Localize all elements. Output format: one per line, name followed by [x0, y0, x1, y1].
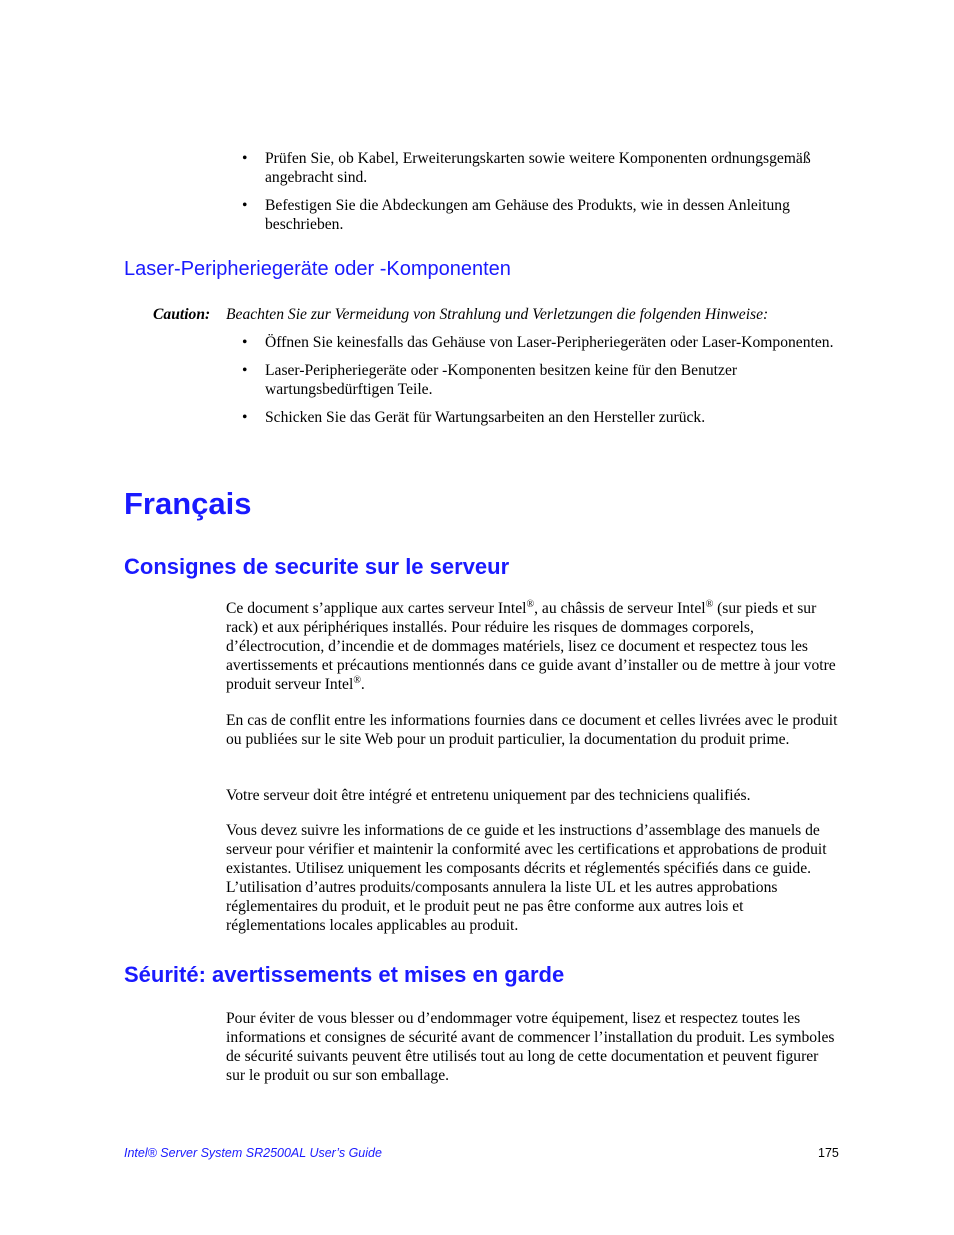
registered-mark: ®: [705, 598, 714, 610]
top-bullet-list: [240, 149, 840, 243]
text-segment: , au châssis de serveur Intel: [534, 600, 706, 617]
consignes-paragraph-1: [226, 599, 840, 694]
list-item: [240, 196, 840, 234]
list-item: [240, 361, 840, 399]
footer-title: Intel® Server System SR2500AL User’s Guide: [124, 1146, 382, 1160]
list-item: [240, 333, 840, 352]
laser-heading: Laser-Peripheriegeräte oder -Komponenten: [124, 258, 511, 280]
caution-label: Caution:: [153, 306, 211, 323]
securite-paragraph-1: Pour éviter de vous blesser ou d’endommager votre équipement, lisez et respectez toutes les informations et consignes de sécurité avant de commencer l’installation du produit. Les symboles de sécurité suivants peuvent être utilisés tout au long de cette documentation et peuvent figurer sur le produit ou sur son emballage.: [226, 1010, 835, 1084]
text-segment: (sur pieds et sur rack) et aux périphériques installés. Pour réduire les risques de dommages corporels, d’électrocution, d’incendie et de dommages matériels, lisez ce document et respectez tous les avertissements et précautions mentionnés dans ce guide avant d’installer ou de mettre à jour votre produit serveur Intel: [226, 600, 836, 693]
caution-text: Beachten Sie zur Vermeidung von Strahlung und Verletzungen die folgenden Hinweise:: [226, 306, 769, 323]
consignes-paragraph-2: En cas de conflit entre les informations fournies dans ce document et celles livrées avec le produit ou publiées sur le site Web pour un produit particulier, la documentation du produit prime.: [226, 712, 838, 748]
francais-heading: Français: [124, 486, 252, 521]
bullet-text: Schicken Sie das Gerät für Wartungsarbeiten an den Hersteller zurück.: [265, 409, 706, 426]
caution-note: [153, 305, 853, 324]
consignes-heading: Consignes de securite sur le serveur: [124, 554, 510, 579]
text-segment: .: [360, 676, 365, 693]
bullet-icon: •: [242, 150, 248, 167]
bullet-icon: •: [242, 334, 248, 351]
laser-bullet-list: [240, 333, 840, 436]
consignes-paragraph-3: Votre serveur doit être intégré et entretenu uniquement par des techniciens qualifiés.: [226, 787, 751, 804]
list-item: [240, 408, 840, 427]
registered-mark: ®: [353, 674, 361, 686]
bullet-text: Öffnen Sie keinesfalls das Gehäuse von Laser-Peripheriegeräten oder Laser-Komponenten.: [265, 334, 834, 351]
bullet-icon: •: [242, 197, 248, 214]
list-item: [240, 149, 840, 187]
securite-heading: Séurité: avertissements et mises en garde: [124, 962, 565, 987]
bullet-text: Befestigen Sie die Abdeckungen am Gehäuse des Produkts, wie in dessen Anleitung beschrieben.: [265, 197, 790, 233]
bullet-text: Prüfen Sie, ob Kabel, Erweiterungskarten sowie weitere Komponenten ordnungsgemäß angebracht sind.: [265, 150, 811, 186]
bullet-text: Laser-Peripheriegeräte oder -Komponenten besitzen keine für den Benutzer wartungsbedürftigen Teile.: [265, 362, 738, 398]
text-segment: Ce document s’applique aux cartes serveur Intel: [226, 600, 527, 617]
bullet-icon: •: [242, 362, 248, 379]
consignes-paragraph-4: Vous devez suivre les informations de ce guide et les instructions d’assemblage des manuels de serveur pour vérifier et maintenir la conformité avec les certifications et approbations de produit existantes. Utilisez uniquement les composants décrits et réglementés spécifiés dans ce guide. L’utilisation d’autres produits/composants annulera la liste UL et les autres approbations réglementaires du produit, et le produit peut ne pas être conforme aux autres lois et réglementations locales applicables au produit.: [226, 822, 827, 934]
page-number: 175: [818, 1146, 839, 1160]
registered-mark: ®: [526, 598, 535, 610]
bullet-icon: •: [242, 409, 248, 426]
